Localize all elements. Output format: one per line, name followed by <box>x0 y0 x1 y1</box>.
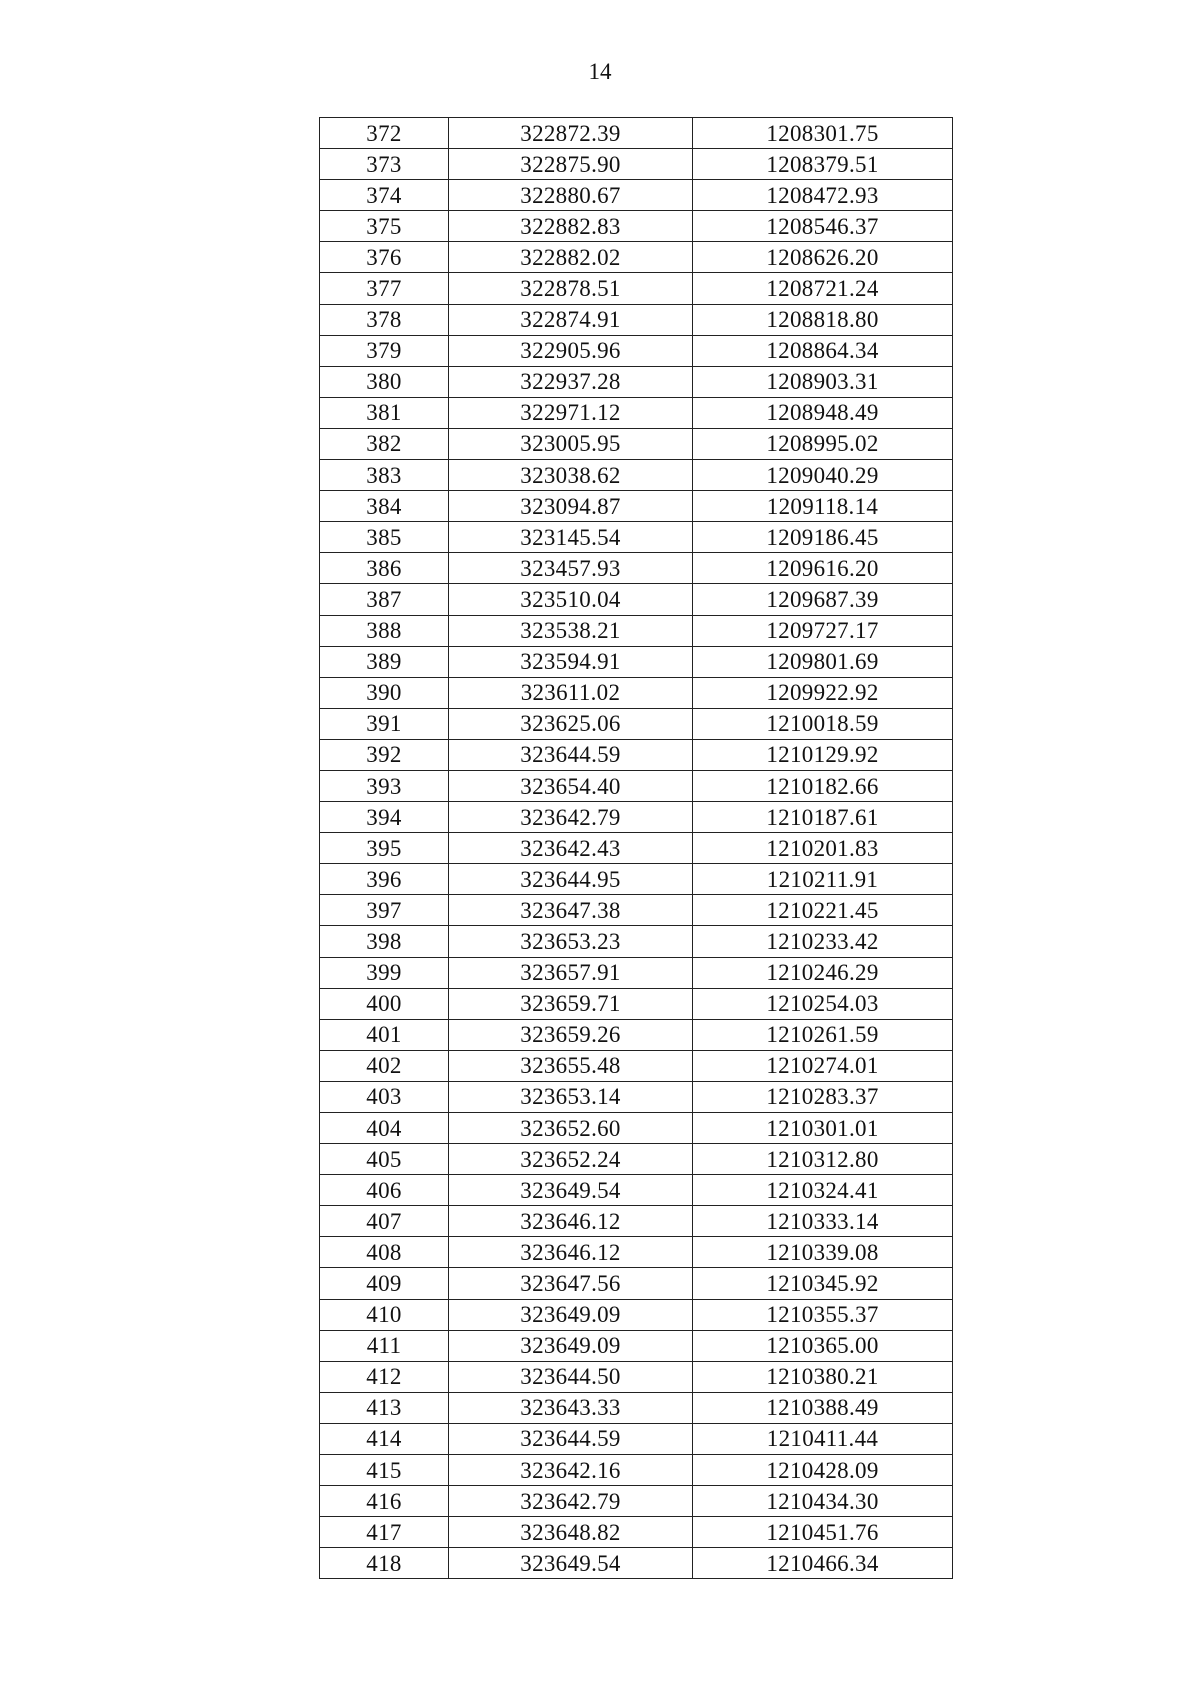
x-coordinate-cell: 323646.12 <box>449 1206 693 1237</box>
x-coordinate-cell: 322872.39 <box>449 118 693 149</box>
table-row <box>320 708 953 739</box>
x-coordinate-cell: 323642.43 <box>449 833 693 864</box>
table-row <box>320 739 953 770</box>
y-coordinate-cell: 1210221.45 <box>693 895 953 926</box>
table-row <box>320 802 953 833</box>
x-coordinate-cell: 323649.54 <box>449 1548 693 1579</box>
y-coordinate-cell: 1210380.21 <box>693 1361 953 1392</box>
table-row <box>320 522 953 553</box>
x-coordinate-cell: 323659.71 <box>449 988 693 1019</box>
x-coordinate-cell: 322880.67 <box>449 180 693 211</box>
table-row <box>320 118 953 149</box>
y-coordinate-cell: 1208472.93 <box>693 180 953 211</box>
table-row <box>320 1050 953 1081</box>
point-number-cell: 415 <box>320 1455 449 1486</box>
table-row <box>320 1423 953 1454</box>
point-number-cell: 400 <box>320 988 449 1019</box>
y-coordinate-cell: 1210434.30 <box>693 1486 953 1517</box>
table-row <box>320 149 953 180</box>
y-coordinate-cell: 1208301.75 <box>693 118 953 149</box>
table-row <box>320 553 953 584</box>
point-number-cell: 417 <box>320 1517 449 1548</box>
x-coordinate-cell: 322874.91 <box>449 304 693 335</box>
x-coordinate-cell: 323649.09 <box>449 1330 693 1361</box>
point-number-cell: 396 <box>320 864 449 895</box>
y-coordinate-cell: 1209801.69 <box>693 646 953 677</box>
table-row <box>320 1517 953 1548</box>
point-number-cell: 385 <box>320 522 449 553</box>
x-coordinate-cell: 323038.62 <box>449 460 693 491</box>
table-row <box>320 397 953 428</box>
x-coordinate-cell: 323644.95 <box>449 864 693 895</box>
point-number-cell: 395 <box>320 833 449 864</box>
y-coordinate-cell: 1210187.61 <box>693 802 953 833</box>
point-number-cell: 403 <box>320 1081 449 1112</box>
table-row <box>320 1113 953 1144</box>
y-coordinate-cell: 1208903.31 <box>693 366 953 397</box>
x-coordinate-cell: 323644.50 <box>449 1361 693 1392</box>
y-coordinate-cell: 1210339.08 <box>693 1237 953 1268</box>
x-coordinate-cell: 323643.33 <box>449 1392 693 1423</box>
table-row <box>320 273 953 304</box>
point-number-cell: 413 <box>320 1392 449 1423</box>
table-row <box>320 1019 953 1050</box>
table-row <box>320 1081 953 1112</box>
table-row <box>320 1392 953 1423</box>
point-number-cell: 383 <box>320 460 449 491</box>
point-number-cell: 393 <box>320 770 449 801</box>
x-coordinate-cell: 323652.60 <box>449 1113 693 1144</box>
x-coordinate-cell: 322882.83 <box>449 211 693 242</box>
x-coordinate-cell: 323594.91 <box>449 646 693 677</box>
y-coordinate-cell: 1210018.59 <box>693 708 953 739</box>
y-coordinate-cell: 1208995.02 <box>693 428 953 459</box>
x-coordinate-cell: 323644.59 <box>449 1423 693 1454</box>
x-coordinate-cell: 323646.12 <box>449 1237 693 1268</box>
table-row <box>320 677 953 708</box>
x-coordinate-cell: 323657.91 <box>449 957 693 988</box>
x-coordinate-cell: 322882.02 <box>449 242 693 273</box>
table-row <box>320 242 953 273</box>
table-row <box>320 864 953 895</box>
x-coordinate-cell: 322875.90 <box>449 149 693 180</box>
y-coordinate-cell: 1210312.80 <box>693 1144 953 1175</box>
x-coordinate-cell: 323145.54 <box>449 522 693 553</box>
x-coordinate-cell: 323642.79 <box>449 1486 693 1517</box>
point-number-cell: 380 <box>320 366 449 397</box>
point-number-cell: 374 <box>320 180 449 211</box>
x-coordinate-cell: 323510.04 <box>449 584 693 615</box>
x-coordinate-cell: 323652.24 <box>449 1144 693 1175</box>
table-row <box>320 988 953 1019</box>
table-row <box>320 1175 953 1206</box>
x-coordinate-cell: 323649.09 <box>449 1299 693 1330</box>
point-number-cell: 405 <box>320 1144 449 1175</box>
y-coordinate-cell: 1208626.20 <box>693 242 953 273</box>
x-coordinate-cell: 323654.40 <box>449 770 693 801</box>
point-number-cell: 378 <box>320 304 449 335</box>
point-number-cell: 402 <box>320 1050 449 1081</box>
y-coordinate-cell: 1210211.91 <box>693 864 953 895</box>
y-coordinate-cell: 1209040.29 <box>693 460 953 491</box>
y-coordinate-cell: 1208546.37 <box>693 211 953 242</box>
y-coordinate-cell: 1208818.80 <box>693 304 953 335</box>
point-number-cell: 416 <box>320 1486 449 1517</box>
x-coordinate-cell: 323655.48 <box>449 1050 693 1081</box>
table-row <box>320 1548 953 1579</box>
x-coordinate-cell: 323538.21 <box>449 615 693 646</box>
point-number-cell: 392 <box>320 739 449 770</box>
table-row <box>320 1361 953 1392</box>
point-number-cell: 384 <box>320 491 449 522</box>
point-number-cell: 373 <box>320 149 449 180</box>
point-number-cell: 406 <box>320 1175 449 1206</box>
x-coordinate-cell: 323647.38 <box>449 895 693 926</box>
x-coordinate-cell: 323659.26 <box>449 1019 693 1050</box>
point-number-cell: 410 <box>320 1299 449 1330</box>
table-row <box>320 615 953 646</box>
point-number-cell: 391 <box>320 708 449 739</box>
point-number-cell: 404 <box>320 1113 449 1144</box>
point-number-cell: 382 <box>320 428 449 459</box>
point-number-cell: 386 <box>320 553 449 584</box>
table-row <box>320 366 953 397</box>
x-coordinate-cell: 323005.95 <box>449 428 693 459</box>
x-coordinate-cell: 323094.87 <box>449 491 693 522</box>
table-row <box>320 491 953 522</box>
point-number-cell: 412 <box>320 1361 449 1392</box>
y-coordinate-cell: 1209118.14 <box>693 491 953 522</box>
table-row <box>320 211 953 242</box>
point-number-cell: 397 <box>320 895 449 926</box>
point-number-cell: 389 <box>320 646 449 677</box>
x-coordinate-cell: 323625.06 <box>449 708 693 739</box>
x-coordinate-cell: 323653.23 <box>449 926 693 957</box>
x-coordinate-cell: 323611.02 <box>449 677 693 708</box>
y-coordinate-cell: 1209186.45 <box>693 522 953 553</box>
table-row <box>320 1237 953 1268</box>
y-coordinate-cell: 1210428.09 <box>693 1455 953 1486</box>
table-row <box>320 1144 953 1175</box>
y-coordinate-cell: 1210274.01 <box>693 1050 953 1081</box>
x-coordinate-cell: 323647.56 <box>449 1268 693 1299</box>
y-coordinate-cell: 1208379.51 <box>693 149 953 180</box>
y-coordinate-cell: 1208864.34 <box>693 335 953 366</box>
point-number-cell: 381 <box>320 397 449 428</box>
y-coordinate-cell: 1210355.37 <box>693 1299 953 1330</box>
table-row <box>320 957 953 988</box>
y-coordinate-cell: 1209616.20 <box>693 553 953 584</box>
point-number-cell: 376 <box>320 242 449 273</box>
y-coordinate-cell: 1210201.83 <box>693 833 953 864</box>
point-number-cell: 414 <box>320 1423 449 1454</box>
x-coordinate-cell: 322878.51 <box>449 273 693 304</box>
x-coordinate-cell: 323457.93 <box>449 553 693 584</box>
table-row <box>320 1455 953 1486</box>
x-coordinate-cell: 322971.12 <box>449 397 693 428</box>
y-coordinate-cell: 1210283.37 <box>693 1081 953 1112</box>
y-coordinate-cell: 1210451.76 <box>693 1517 953 1548</box>
table-row <box>320 584 953 615</box>
y-coordinate-cell: 1208948.49 <box>693 397 953 428</box>
y-coordinate-cell: 1208721.24 <box>693 273 953 304</box>
point-number-cell: 399 <box>320 957 449 988</box>
table-body <box>320 118 953 1579</box>
table-row <box>320 1486 953 1517</box>
point-number-cell: 387 <box>320 584 449 615</box>
y-coordinate-cell: 1210233.42 <box>693 926 953 957</box>
table-row <box>320 428 953 459</box>
table-row <box>320 926 953 957</box>
point-number-cell: 388 <box>320 615 449 646</box>
y-coordinate-cell: 1210261.59 <box>693 1019 953 1050</box>
point-number-cell: 408 <box>320 1237 449 1268</box>
point-number-cell: 418 <box>320 1548 449 1579</box>
x-coordinate-cell: 322937.28 <box>449 366 693 397</box>
point-number-cell: 411 <box>320 1330 449 1361</box>
y-coordinate-cell: 1209727.17 <box>693 615 953 646</box>
table-row <box>320 335 953 366</box>
coordinates-table <box>319 117 953 1579</box>
y-coordinate-cell: 1210333.14 <box>693 1206 953 1237</box>
x-coordinate-cell: 323642.79 <box>449 802 693 833</box>
y-coordinate-cell: 1210254.03 <box>693 988 953 1019</box>
point-number-cell: 379 <box>320 335 449 366</box>
y-coordinate-cell: 1210129.92 <box>693 739 953 770</box>
y-coordinate-cell: 1210466.34 <box>693 1548 953 1579</box>
x-coordinate-cell: 323649.54 <box>449 1175 693 1206</box>
y-coordinate-cell: 1210345.92 <box>693 1268 953 1299</box>
table-row <box>320 646 953 677</box>
y-coordinate-cell: 1210411.44 <box>693 1423 953 1454</box>
y-coordinate-cell: 1210301.01 <box>693 1113 953 1144</box>
table-row <box>320 1206 953 1237</box>
table-row <box>320 460 953 491</box>
point-number-cell: 394 <box>320 802 449 833</box>
x-coordinate-cell: 322905.96 <box>449 335 693 366</box>
table-row <box>320 1268 953 1299</box>
y-coordinate-cell: 1210365.00 <box>693 1330 953 1361</box>
table-row <box>320 1299 953 1330</box>
x-coordinate-cell: 323642.16 <box>449 1455 693 1486</box>
point-number-cell: 409 <box>320 1268 449 1299</box>
y-coordinate-cell: 1210388.49 <box>693 1392 953 1423</box>
table-row <box>320 770 953 801</box>
x-coordinate-cell: 323653.14 <box>449 1081 693 1112</box>
x-coordinate-cell: 323644.59 <box>449 739 693 770</box>
page-number: 14 <box>588 59 612 84</box>
y-coordinate-cell: 1209687.39 <box>693 584 953 615</box>
point-number-cell: 372 <box>320 118 449 149</box>
table-row <box>320 833 953 864</box>
y-coordinate-cell: 1210246.29 <box>693 957 953 988</box>
y-coordinate-cell: 1209922.92 <box>693 677 953 708</box>
y-coordinate-cell: 1210182.66 <box>693 770 953 801</box>
point-number-cell: 407 <box>320 1206 449 1237</box>
table-row <box>320 1330 953 1361</box>
table-row <box>320 180 953 211</box>
y-coordinate-cell: 1210324.41 <box>693 1175 953 1206</box>
point-number-cell: 375 <box>320 211 449 242</box>
x-coordinate-cell: 323648.82 <box>449 1517 693 1548</box>
point-number-cell: 401 <box>320 1019 449 1050</box>
point-number-cell: 390 <box>320 677 449 708</box>
point-number-cell: 377 <box>320 273 449 304</box>
table-row <box>320 895 953 926</box>
table-row <box>320 304 953 335</box>
point-number-cell: 398 <box>320 926 449 957</box>
